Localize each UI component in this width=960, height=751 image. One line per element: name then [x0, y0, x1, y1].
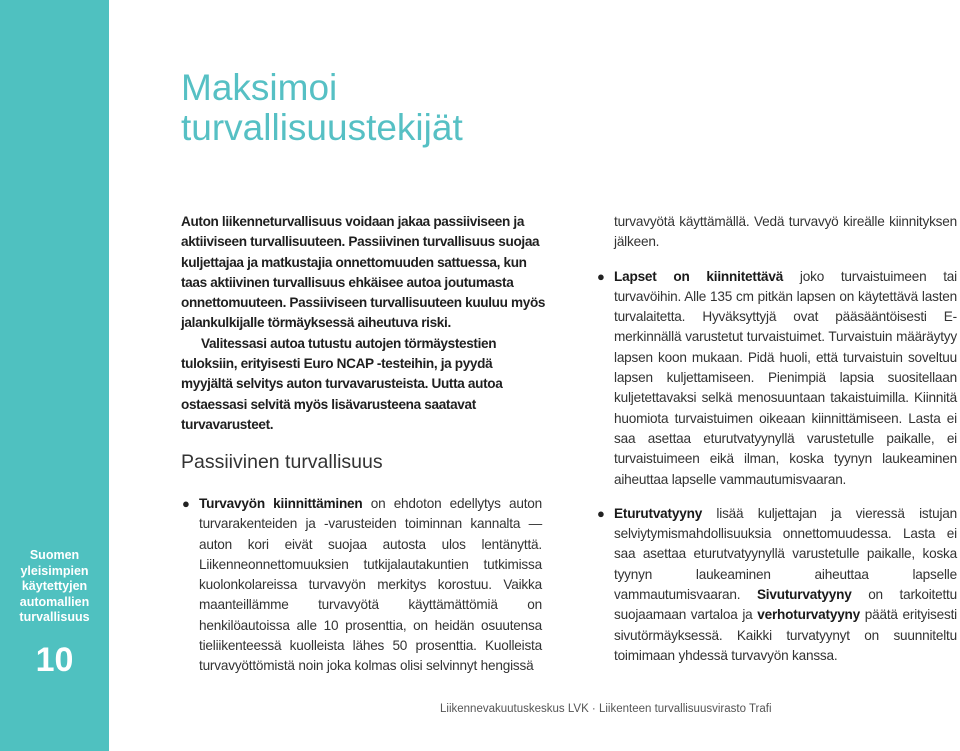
sidebar	[0, 0, 109, 751]
bullet-airbags-text-2: on tarkoitettu suojaamaan vartaloa ja	[614, 587, 957, 623]
bullet-airbags-bold-1: Eturutvatyyny	[614, 505, 703, 521]
intro	[181, 212, 546, 435]
bullet-airbags-bold-3: verhoturvatyyny	[757, 607, 861, 623]
bullet-children-text: joko turvaistuimeen tai turvavöihin. Alle 135 cm pitkän lapsen on käytettävä lasten turvalaitetta. Hyväksyttyjä ovat pääsääntöisesti E-merkinnällä varustetut turvaistuimet. Turvaistuin määräytyy lapsen koon mukaan. Pidä huoli, että turvaistuin soveltuu lapsen kuljettamiseen. Pienimpiä lapsia suositellaan kuljetettavaksi selkä menosuuntaan takaistuimilla. Kiinnitä huomiota turvaistuimen oikeaan kiinnittämiseen. Lasta ei saa asettaa eturutvatyynyllä varustetulle paikalle, ei turvaistuimeen eikä ilman, koska tyynyn laukeaminen aiheuttaa lapselle vammautumisvaaran.	[614, 268, 957, 487]
sidebar-section-label: Suomen yleisimpien käytettyjen automallien turvallisuus	[19, 548, 90, 624]
bullet-airbags-text-1: lisää kuljettajan ja vieressä istujan selviytymismahdollisuuksia onnettomuudessa. Lasta ei saa asettaa eturutvatyynyllä varustetulle paikalle, koska tyynyn laukeaminen aiheuttaa lapselle vammautumisvaaran.	[614, 505, 957, 603]
bullet-seatbelt-text: on ehdoton edellytys auton turvarakenteiden ja -varusteiden toiminnan kannalta — auton kori eivät suojaa autosta ulos lentänyttä. Liikenneonnettomuuksien tutkijalautakuntien tutkimissa kuolonkolareissa turvavyön merkitys korostuu. Vaikka maanteillämme turvavyötä käyttämättömiä on henkilöautoissa alle 10 prosenttia, on heidän osuutensa tieliikenteessä kuolleista lähes 50 prosenttia. Kuolleista turvavyöttömistä noin joka kolmas olisi selvinnyt hengissä	[199, 496, 542, 674]
bullet-airbags-text-3: päätä erityisesti sivutörmäyksessä. Kaikki turvatyynyt on suunniteltu toimimaan yhdessä turvavyön kanssa.	[614, 607, 957, 663]
bullet-seatbelt-continued: turvavyötä käyttämällä. Vedä turvavyö kireälle kiinnityksen jälkeen.	[614, 214, 957, 250]
bullet-icon: ●	[597, 505, 605, 521]
bullet-airbags-bold-2: Sivuturvatyyny	[756, 587, 852, 603]
intro-paragraph-2: Valitessasi autoa tutustu autojen törmäystestien tuloksiin, erityisesti Euro NCAP -testeihin, ja pyydä myyjältä selvitys auton turvavarusteista. Uutta autoa ostaessasi selvitä myös lisävarusteena saatavat turvavarusteet.	[181, 335, 503, 432]
section-heading: Passiivinen turvallisuus	[181, 451, 383, 473]
bullet-seatbelt	[181, 494, 542, 677]
column-right	[596, 212, 957, 666]
bullet-children	[596, 267, 957, 490]
footer: Liikennevakuutuskeskus LVK · Liikenteen turvallisuusvirasto Trafi	[440, 703, 772, 715]
page-number: 10	[35, 641, 74, 679]
bullet-airbags	[596, 504, 957, 666]
bullet-children-bold: Lapset on kiinnitettävä	[614, 268, 784, 284]
bullet-icon: ●	[597, 268, 605, 284]
column-left	[181, 494, 542, 677]
page-title: Maksimoi turvallisuustekijät	[181, 67, 463, 148]
bullet-icon: ●	[182, 496, 190, 511]
bullet-seatbelt-bold: Turvavyön kiinnittäminen	[199, 496, 363, 511]
intro-paragraph-1: Auton liikenneturvallisuus voidaan jakaa passiiviseen ja aktiiviseen turvallisuuteen. Passiivinen turvallisuus suojaa kuljettajaa ja matkustajia onnettomuuden sattuessa, kun taas aktiivinen turvallisuus ehkäisee autoa joutumasta onnettomuuteen. Passiiviseen turvallisuuteen kuuluu myös jalankulkijalle törmäyksessä aiheutuva riski.	[181, 214, 546, 331]
